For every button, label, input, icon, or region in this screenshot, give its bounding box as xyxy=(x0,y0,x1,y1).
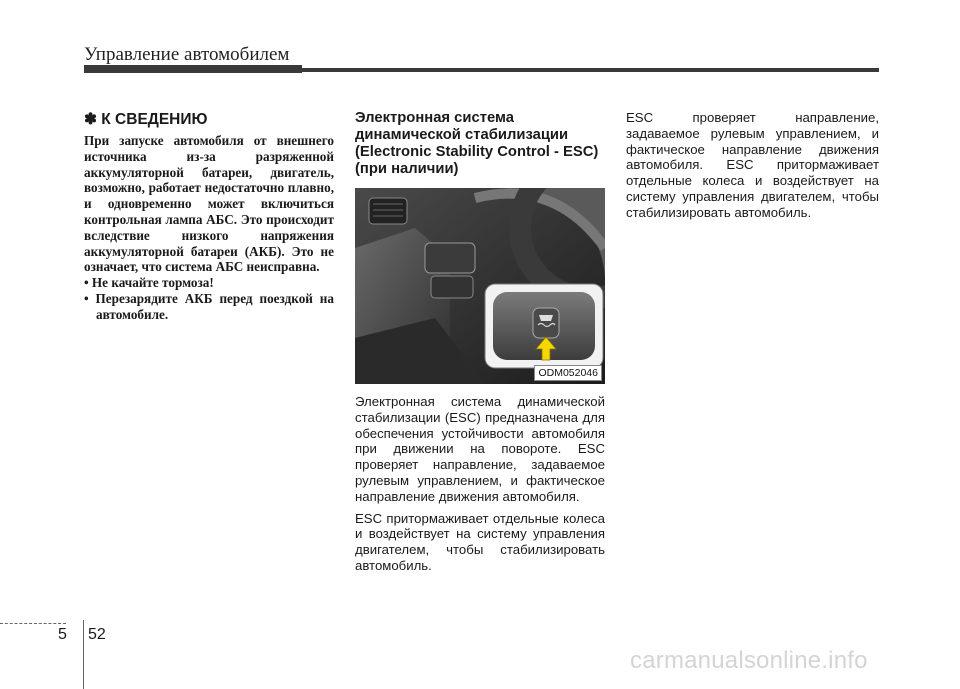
watermark: carmanualsonline.info xyxy=(630,647,868,674)
footer-dashed-rule xyxy=(0,623,66,624)
dashboard-illustration xyxy=(355,188,605,384)
footer-vertical-line xyxy=(83,620,84,689)
info-bullet: • Перезарядите АКБ перед поездкой на автомобиле. xyxy=(84,290,334,322)
section-number: 5 xyxy=(58,626,67,643)
header-rule xyxy=(84,68,879,72)
info-heading: ✽ К СВЕДЕНИЮ xyxy=(84,111,208,128)
esc-column-continued xyxy=(626,110,879,221)
info-bullets xyxy=(84,275,334,322)
esc-paragraph-3: ESC проверяет направление, задаваемое рулевым управлением, и фактическое направление движения автомобиля. ESC притормаживает отдельные колеса и воздействует на систему управления двигателем, чтобы стабилизировать автомобиль. xyxy=(626,110,879,220)
esc-column xyxy=(355,110,605,574)
esc-paragraph-2: ESC притормаживает отдельные колеса и воздействует на систему управления двигателем, чтобы стабилизировать автомобиль. xyxy=(355,510,605,573)
info-paragraph: При запуске автомобиля от внешнего источника из-за разряженной аккумуляторной батареи, двигатель, возможно, работает недостаточно плавно, и одновременно может включиться контрольная лампа АБС. Это происходит вследствие низкого напряжения аккумуляторной батареи (АКБ). Это не означает, что система АБС неисправна. xyxy=(84,133,334,275)
info-column xyxy=(84,110,334,323)
page-number: 52 xyxy=(88,626,106,643)
esc-paragraph-1: Электронная система динамической стабилизации (ESC) предназначена для обеспечения устойчивости автомобиля при движении на повороте. ESC проверяет направление, задаваемое рулевым управлением, и фактическое направление движения автомобиля. xyxy=(355,394,605,504)
info-bullet: • Не качайте тормоза! xyxy=(84,275,214,291)
running-header: Управление автомобилем xyxy=(84,44,290,65)
esc-dashboard-photo xyxy=(355,188,605,384)
esc-section-title: Электронная система динамической стабилизации (Electronic Stability Control - ESC) (при наличии) xyxy=(355,110,599,177)
image-code: ODM052046 xyxy=(534,365,602,381)
